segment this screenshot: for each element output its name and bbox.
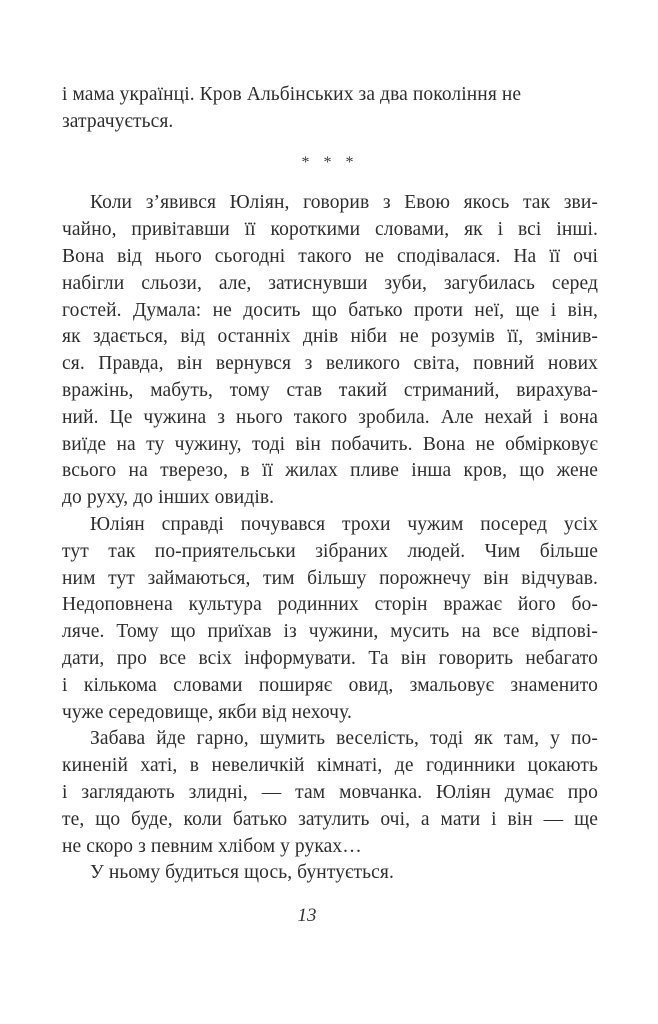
text-block — [62, 82, 598, 887]
text-line: ний. Це чужина з нього такого зробила. Але нехай і вона — [62, 406, 598, 428]
paragraph — [62, 190, 598, 512]
page-number: 13 — [297, 905, 317, 926]
text-line: чуже середовище, якби від нехочу. — [62, 701, 352, 723]
paragraph — [62, 860, 598, 887]
text-line: Юліян справді почувався трохи чужим посеред усіх — [90, 513, 598, 535]
text-line: Забава йде гарно, шумить веселість, тоді як там, у по- — [90, 728, 598, 750]
text-line: виїде на ту чужину, тоді він побачить. Вона не обмірковує — [62, 433, 598, 455]
text-line: тут так по-приятельськи зібраних людей. Чим більше — [62, 540, 598, 562]
text-line: ним тут займаються, тим більшу порожнечу він відчував. — [62, 567, 598, 589]
text-line: Вона від нього сьогодні такого не сподівалася. На її очі — [62, 245, 598, 267]
text-line: і кількома словами поширяє овид, змальовує знаменито — [62, 674, 598, 696]
text-line: затрачується. — [62, 110, 174, 132]
paragraph — [62, 82, 598, 136]
text-line: киненій хаті, в невеличкій кімнаті, де годинники цокають — [62, 755, 598, 777]
text-line: набігли сльози, але, затиснувши зуби, загубилась серед — [62, 272, 598, 294]
paragraph — [62, 726, 598, 860]
text-line: до руху, до інших овидів. — [62, 487, 275, 509]
text-line: дати, про все всіх інформувати. Та він говорить небагато — [62, 647, 598, 669]
text-line: не скоро з певним хлібом у руках… — [62, 835, 362, 857]
text-line: те, що буде, коли батько затулить очі, а мати і він — ще — [62, 808, 598, 830]
text-line: ся. Правда, він вернувся з великого світа, повний нових — [62, 353, 598, 375]
text-line: Коли з’явився Юліян, говорив з Евою якось так зви- — [90, 192, 598, 214]
text-line: вражінь, мабуть, тому став такий стриманий, вирахува- — [62, 379, 598, 401]
text-line: У ньому будиться щось, бунтується. — [90, 862, 394, 884]
text-line: Недоповнена культура родинних сторін вражає його бо- — [62, 594, 598, 616]
text-line: всього на тверезо, в її жилах пливе інша кров, що жене — [62, 460, 598, 482]
text-line: і заглядають злидні, — там мовчанка. Юліян думає про — [62, 781, 598, 803]
section-separator: * * * — [301, 153, 359, 171]
text-line: як здається, від останніх днів ніби не розумів її, змінив- — [62, 326, 598, 348]
text-line: і мама українці. Кров Альбінських за два покоління не — [62, 84, 522, 105]
text-line: ляче. Тому що приїхав із чужини, мусить на все відпові- — [62, 621, 598, 643]
text-line: чайно, привітавши її короткими словами, як і всі інші. — [62, 219, 598, 241]
paragraph — [62, 512, 598, 726]
text-line: гостей. Думала: не досить що батько проти неї, ще і він, — [62, 299, 598, 321]
